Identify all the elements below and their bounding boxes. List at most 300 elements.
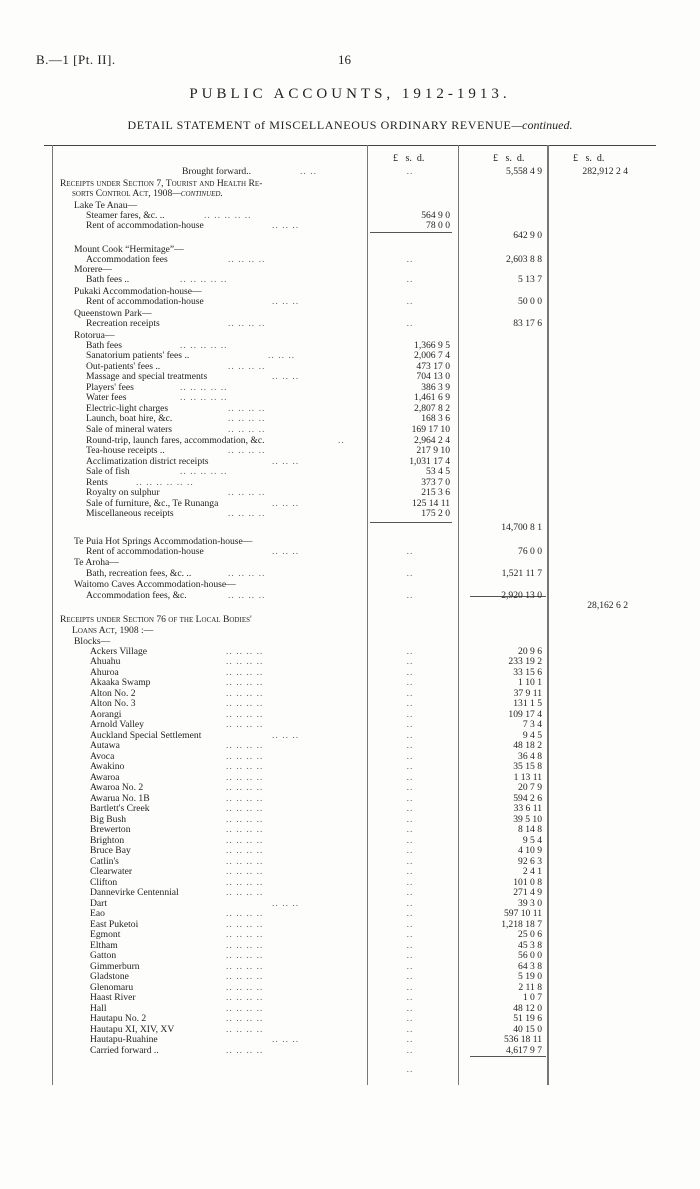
amount-col2: 39 5 10 [513,814,542,825]
amount-col2: 92 6 3 [518,856,542,867]
leader-dots: .. .. .. .. [226,856,264,867]
table-row [0,866,700,877]
group-heading: Queenstown Park— [74,308,152,319]
section-heading: Receipts under Section 76 of the Local Bodies' [60,614,252,625]
empty-cell-dots: .. [406,971,414,982]
block-name: Aorangi [90,709,122,720]
leader-dots: .. .. .. .. [226,908,264,919]
leader-dots: .. .. .. .. [226,835,264,846]
row-label: Tea-house receipts .. [86,445,165,456]
leader-dots: .. .. .. .. [226,1045,264,1056]
leader-dots: .. .. .. .. [226,688,264,699]
amount-col2: 5,558 4 9 [506,166,542,177]
amount-col1: 78 0 0 [426,220,450,231]
block-name: Awaroa No. 2 [90,782,144,793]
block-name: Autawa [90,740,120,751]
amount-col2: 56 0 0 [518,950,542,961]
row-label: Brought forward.. [182,166,252,177]
amount-col2: 1 13 11 [513,772,542,783]
table-row: Electric-light charges .. .. .. .. 2,807 8 2 [86,403,450,414]
table-row: Rent of accommodation-house .. .. .. .. 76 0 0 [86,546,542,557]
block-name: Clifton [90,877,118,888]
amount-col2: 2,920 13 0 [501,590,542,601]
amount-col1: 125 14 11 [411,498,450,509]
amount-col1: 175 2 0 [421,508,450,519]
table-row: Accommodation fees .. .. .. .. .. 2,603 8 8 [86,254,542,265]
block-name: Egmont [90,929,121,940]
block-name: Bruce Bay [90,845,131,856]
leader-dots: .. .. .. .. [226,782,264,793]
amount-col2: 1 0 7 [522,992,542,1003]
table-row: Round-trip, launch fares, accommodation, &c. .. 2,964 2 4 [86,435,450,446]
row-label: Rent of accommodation-house [86,546,204,557]
table-row [0,166,700,177]
block-name: Hautapu XI, XIV, XV [90,1024,175,1035]
row-label: Acclimatization district receipts [86,456,209,467]
block-name: Awaroa [90,772,120,783]
leader-dots: .. .. .. .. [226,740,264,751]
row-label: Accommodation fees, &c. [86,590,187,601]
table-row: Sanatorium patients' fees .. .. .. .. 2,006 7 4 [86,350,450,361]
empty-cell-dots: .. [406,166,414,177]
table-row [0,230,700,241]
amount-col1: 53 4 5 [426,466,450,477]
empty-cell-dots: .. [406,698,414,709]
amount-col2: 101 0 8 [513,877,542,888]
block-name: Alton No. 3 [90,698,136,709]
block-name: East Puketoi [90,919,139,930]
empty-cell-dots: .. [406,929,414,940]
leader-dots: .. .. .. .. [226,814,264,825]
amount-col1: 373 7 0 [421,477,450,488]
leader-dots: .. .. .. .. [226,677,264,688]
amount-col2: 37 9 11 [513,688,542,699]
table-row [0,522,700,533]
block-name: Ahuroa [90,667,119,678]
amount-col2: 1 10 1 [518,677,542,688]
leader-dots: .. .. .. .. [226,940,264,951]
empty-cell-dots: .. [406,866,414,877]
leader-dots: .. .. .. .. [226,919,264,930]
table-row: Tea-house receipts .. .. .. .. .. 217 9 10 [86,445,450,456]
group-heading: Te Aroha— [74,557,119,568]
empty-cell-dots: .. [406,688,414,699]
row-label: Electric-light charges [86,403,169,414]
amount-col1: 473 17 0 [416,361,450,372]
empty-cell-dots: .. [406,950,414,961]
row-label: Miscellaneous receipts [86,508,174,519]
leader-dots: .. .. .. .. [226,772,264,783]
empty-cell-dots: .. [406,296,414,307]
amount-col2: 64 3 8 [518,961,542,972]
table-row [0,188,700,199]
empty-cell-dots: .. [406,656,414,667]
block-name: Clearwater [90,866,133,877]
column-header-3: £ s. d. [573,153,605,164]
table-row [0,824,700,835]
table-row [0,579,700,590]
amount-col2: 4,617 9 7 [506,1045,542,1056]
block-name: Big Bush [90,814,126,825]
amount-col1: 1,366 9 5 [414,340,450,351]
table-row: Massage and special treatments .. .. .. 704 13 0 [86,371,450,382]
table-row [0,761,700,772]
block-name: Dart [90,898,108,909]
block-name: Haast River [90,992,136,1003]
row-label: Royalty on sulphur [86,487,160,498]
subtotal-col2: 14,700 8 1 [501,522,542,533]
amount-col2: 271 4 9 [513,887,542,898]
leader-dots: .. .. .. [272,730,300,741]
amount-col1: 2,964 2 4 [414,435,450,446]
table-row: Bath fees .. .. .. .. .. 1,366 9 5 [86,340,450,351]
block-name: Akaaka Swamp [90,677,151,688]
amount-col2: 5 13 7 [518,274,542,285]
table-row [0,782,700,793]
table-row [0,698,700,709]
empty-cell-dots: .. [406,677,414,688]
group-heading: Rotorua— [74,330,115,341]
amount-col2: 50 0 0 [518,296,542,307]
row-label: Rents [86,477,108,488]
subtotal-rule [470,1056,546,1057]
table-row: Out-patients' fees .. .. .. .. .. 473 17 0 [86,361,450,372]
empty-cell-dots: .. [406,835,414,846]
empty-cell-dots: .. [406,568,414,579]
leader-dots: .. .. .. [272,1034,300,1045]
block-name: Hautapu No. 2 [90,1013,147,1024]
empty-cell-dots: .. [406,992,414,1003]
leader-dots: .. .. .. .. [226,929,264,940]
empty-cell-dots: .. [406,814,414,825]
block-name: Awakino [90,761,125,772]
block-name: Bartlett's Creek [90,803,150,814]
block-name: Gladstone [90,971,129,982]
amount-col2: 131 1 5 [513,698,542,709]
amount-col2: 36 4 8 [518,751,542,762]
block-name: Brighton [90,835,125,846]
table-row [0,971,700,982]
page-subtitle: DETAIL STATEMENT of MISCELLANEOUS ORDINARY REVENUE—continued. [127,118,573,132]
amount-col2: 76 0 0 [518,546,542,557]
table-row: Players' fees .. .. .. .. .. 386 3 9 [86,382,450,393]
table-row: Sale of fish .. .. .. .. .. 53 4 5 [86,466,450,477]
section-heading: Receipts under Section 7, Tourist and Health Re- [60,178,263,189]
page-title: PUBLIC ACCOUNTS, 1912-1913. [189,86,511,102]
row-label: Accommodation fees [86,254,168,265]
block-name: Eltham [90,940,118,951]
column-header-1: £ s. d. [393,153,425,164]
leader-dots: .. .. .. .. [226,709,264,720]
empty-cell-dots: .. [406,1064,414,1075]
table-row: Rents .. .. .. .. .. .. 373 7 0 [86,477,450,488]
group-heading: Mount Cook “Hermitage”— [74,244,184,255]
amount-col1: 169 17 10 [411,424,450,435]
table-top-rule [44,145,656,146]
table-row: Royalty on sulphur .. .. .. .. 215 3 6 [86,487,450,498]
empty-cell-dots: .. [406,877,414,888]
leader-dots: .. .. .. .. [226,866,264,877]
amount-col2: 9 4 5 [522,730,542,741]
row-label: Water fees [86,392,127,403]
leader-dots: .. .. .. .. [226,961,264,972]
block-name: Catlin's [90,856,119,867]
table-row: Acclimatization district receipts .. .. .. 1,031 17 4 [86,456,450,467]
row-label: Sale of fish [86,466,130,477]
leader-dots: .. .. .. .. [226,698,264,709]
empty-cell-dots: .. [406,803,414,814]
amount-col2: 233 19 2 [508,656,542,667]
empty-cell-dots: .. [406,782,414,793]
table-row: Steamer fares, &c. .. .. .. .. .. .. 564 9 0 [86,210,450,221]
empty-cell-dots: .. [406,824,414,835]
row-label: Round-trip, launch fares, accommodation, &c. [86,435,265,446]
empty-cell-dots: .. [406,908,414,919]
amount-col2: 83 17 6 [513,318,542,329]
row-label: Bath fees .. [86,274,130,285]
leader-dots: .. .. .. .. [226,793,264,804]
row-label: Rent of accommodation-house [86,296,204,307]
table-row [0,1045,700,1056]
block-name: Dannevirke Centennial [90,887,179,898]
block-name: Gatton [90,950,117,961]
table-row [0,845,700,856]
table-row: Bath fees .. .. .. .. .. .. .. 5 13 7 [86,274,542,285]
table-row: Sale of mineral waters .. .. .. .. 169 17 10 [86,424,450,435]
empty-cell-dots: .. [406,961,414,972]
empty-cell-dots: .. [406,546,414,557]
table-row: Rent of accommodation-house .. .. .. 78 0 0 [86,220,450,231]
amount-col1: 704 13 0 [416,371,450,382]
empty-cell-dots: .. [406,719,414,730]
empty-cell-dots: .. [406,254,414,265]
column-header-2: £ s. d. [493,153,525,164]
empty-cell-dots: .. [406,751,414,762]
leader-dots: .. .. .. .. [226,656,264,667]
empty-cell-dots: .. [406,856,414,867]
leader-dots: .. .. .. .. [226,1003,264,1014]
amount-col1: 2,807 8 2 [414,403,450,414]
table-row: Launch, boat hire, &c. .. .. .. .. 168 3 6 [86,413,450,424]
subtotal-col3: 28,162 6 2 [587,600,628,611]
empty-cell-dots: .. [406,318,414,329]
table-row: Bath, recreation fees, &c. .. .. .. .. .. .. 1,521 11 7 [86,568,542,579]
block-name: Hautapu-Ruahine [90,1034,158,1045]
subtotal-col2: 642 9 0 [513,230,542,241]
leader-dots: .. .. [300,166,317,177]
leader-dots: .. .. .. .. [226,982,264,993]
table-row [0,625,700,636]
amount-col2: 25 0 6 [518,929,542,940]
table-row [0,803,700,814]
document-reference: B.—1 [Pt. II]. [36,52,116,67]
leader-dots: .. .. .. .. [226,992,264,1003]
row-label: Sanatorium patients' fees .. [86,350,190,361]
empty-cell-dots: .. [406,274,414,285]
amount-col2: 33 6 11 [513,803,542,814]
amount-col2: 48 18 2 [513,740,542,751]
amount-col1: 1,461 6 9 [414,392,450,403]
row-label: Steamer fares, &c. .. [86,210,165,221]
amount-col2: 35 15 8 [513,761,542,772]
empty-cell-dots: .. [406,1045,414,1056]
leader-dots: .. .. .. .. [226,719,264,730]
row-label: Recreation receipts [86,318,160,329]
empty-cell-dots: .. [406,646,414,657]
table-row [0,1034,700,1045]
amount-col2: 20 9 6 [518,646,542,657]
group-heading: Pukaki Accommodation-house— [74,286,202,297]
row-label: Bath fees [86,340,122,351]
block-name: Gimmerburn [90,961,140,972]
amount-col2: 536 18 11 [503,1034,542,1045]
leader-dots: .. .. .. .. [226,824,264,835]
leader-dots: .. .. .. .. [226,803,264,814]
amount-col2: 594 2 6 [513,793,542,804]
table-row: Water fees .. .. .. .. .. 1,461 6 9 [86,392,450,403]
leader-dots: .. .. .. .. [226,646,264,657]
row-label: Massage and special treatments [86,371,208,382]
page-number: 16 [338,52,351,67]
amount-col2: 597 10 11 [503,908,542,919]
group-heading: Morere— [74,264,112,275]
section-heading-cont: Loans Act, 1908 :— [72,625,154,636]
empty-cell-dots: .. [406,845,414,856]
amount-col2: 109 17 4 [508,709,542,720]
block-name: Awarua No. 1B [90,793,150,804]
empty-cell-dots: .. [406,898,414,909]
block-name: Carried forward .. [90,1045,159,1056]
empty-cell-dots: .. [406,590,414,601]
empty-cell-dots: .. [406,1003,414,1014]
amount-col2: 39 3 0 [518,898,542,909]
amount-col3: 282,912 2 4 [582,166,628,177]
table-row [0,950,700,961]
empty-cell-dots: .. [406,709,414,720]
table-row [0,719,700,730]
section-heading-cont: sorts Control Act, 1908—continued. [72,188,223,199]
amount-col2: 2,603 8 8 [506,254,542,265]
amount-col1: 215 3 6 [421,487,450,498]
group-heading: Te Puia Hot Springs Accommodation-house— [74,536,253,547]
amount-col2: 4 10 9 [518,845,542,856]
row-label: Rent of accommodation-house [86,220,204,231]
row-label: Sale of furniture, &c., Te Runanga [86,498,219,509]
row-label: Sale of mineral waters [86,424,173,435]
table-row [0,557,700,568]
empty-cell-dots: .. [406,940,414,951]
block-name: Ahuahu [90,656,121,667]
leader-dots: .. .. .. .. [226,971,264,982]
amount-col1: 168 3 6 [421,413,450,424]
amount-col2: 48 12 0 [513,1003,542,1014]
empty-cell-dots: .. [406,919,414,930]
amount-col2: 20 7 9 [518,782,542,793]
block-name: Brewerton [90,824,131,835]
block-name: Hall [90,1003,107,1014]
amount-col2: 40 15 0 [513,1024,542,1035]
amount-col1: 217 9 10 [416,445,450,456]
table-row [0,677,700,688]
leader-dots: .. .. .. .. [226,887,264,898]
group-heading: Blocks— [74,636,111,647]
leader-dots: .. .. .. .. [226,877,264,888]
empty-cell-dots: .. [406,667,414,678]
table-row [0,656,700,667]
row-label: Players' fees [86,382,134,393]
empty-cell-dots: .. [406,982,414,993]
leader-dots: .. .. .. [272,898,300,909]
carried-forward-row [0,1064,700,1075]
empty-cell-dots: .. [406,793,414,804]
block-name: Eao [90,908,105,919]
block-name: Avoca [90,751,115,762]
leader-dots: .. .. .. .. [226,1013,264,1024]
group-heading: Waitomo Caves Accommodation-house— [74,579,236,590]
empty-cell-dots: .. [406,740,414,751]
table-row [0,1013,700,1024]
amount-col2: 1,521 11 7 [501,568,542,579]
amount-col2: 2 4 1 [522,866,542,877]
amount-col2: 2 11 8 [518,982,542,993]
block-name: Auckland Special Settlement [90,730,202,741]
amount-col2: 7 3 4 [522,719,542,730]
amount-col1: 564 9 0 [421,210,450,221]
leader-dots: .. .. .. .. [226,845,264,856]
table-row [0,614,700,625]
amount-col2: 45 3 8 [518,940,542,951]
row-label: Bath, recreation fees, &c. .. [86,568,192,579]
block-name: Alton No. 2 [90,688,136,699]
table-row [0,908,700,919]
empty-cell-dots: .. [406,761,414,772]
table-row [0,887,700,898]
table-row: Miscellaneous receipts .. .. .. .. 175 2 0 [86,508,450,519]
block-name: Glenomaru [90,982,134,993]
empty-cell-dots: .. [406,772,414,783]
leader-dots: .. .. .. .. [226,1024,264,1035]
row-label: Out-patients' fees .. [86,361,161,372]
empty-cell-dots: .. [406,730,414,741]
table-row: Accommodation fees, &c. .. .. .. .. .. 2,920 13 0 [86,590,542,601]
table-row [0,992,700,1003]
empty-cell-dots: .. [406,1013,414,1024]
table-row: Recreation receipts .. .. .. .. .. 83 17 6 [86,318,542,329]
block-name: Ackers Village [90,646,148,657]
row-label: Launch, boat hire, &c. [86,413,173,424]
table-row: Sale of furniture, &c., Te Runanga .. .. .. 125 14 11 [86,498,450,509]
leader-dots: .. .. .. .. [226,761,264,772]
amount-col1: 1,031 17 4 [409,456,450,467]
empty-cell-dots: .. [406,1034,414,1045]
amount-col2: 1,218 18 7 [501,919,542,930]
table-row: Rent of accommodation-house .. .. .. .. 50 0 0 [86,296,542,307]
leader-dots: .. .. .. .. [226,751,264,762]
table-row [0,740,700,751]
amount-col1: 2,006 7 4 [414,350,450,361]
block-name: Arnold Valley [90,719,144,730]
empty-cell-dots: .. [406,1024,414,1035]
empty-cell-dots: .. [406,887,414,898]
table-row [0,929,700,940]
leader-dots: .. .. .. .. [226,950,264,961]
amount-col2: 33 15 6 [513,667,542,678]
amount-col2: 5 19 0 [518,971,542,982]
amount-col1: 386 3 9 [421,382,450,393]
group-heading: Lake Te Anau— [74,200,138,211]
amount-col2: 9 5 4 [522,835,542,846]
table-row [0,600,700,611]
